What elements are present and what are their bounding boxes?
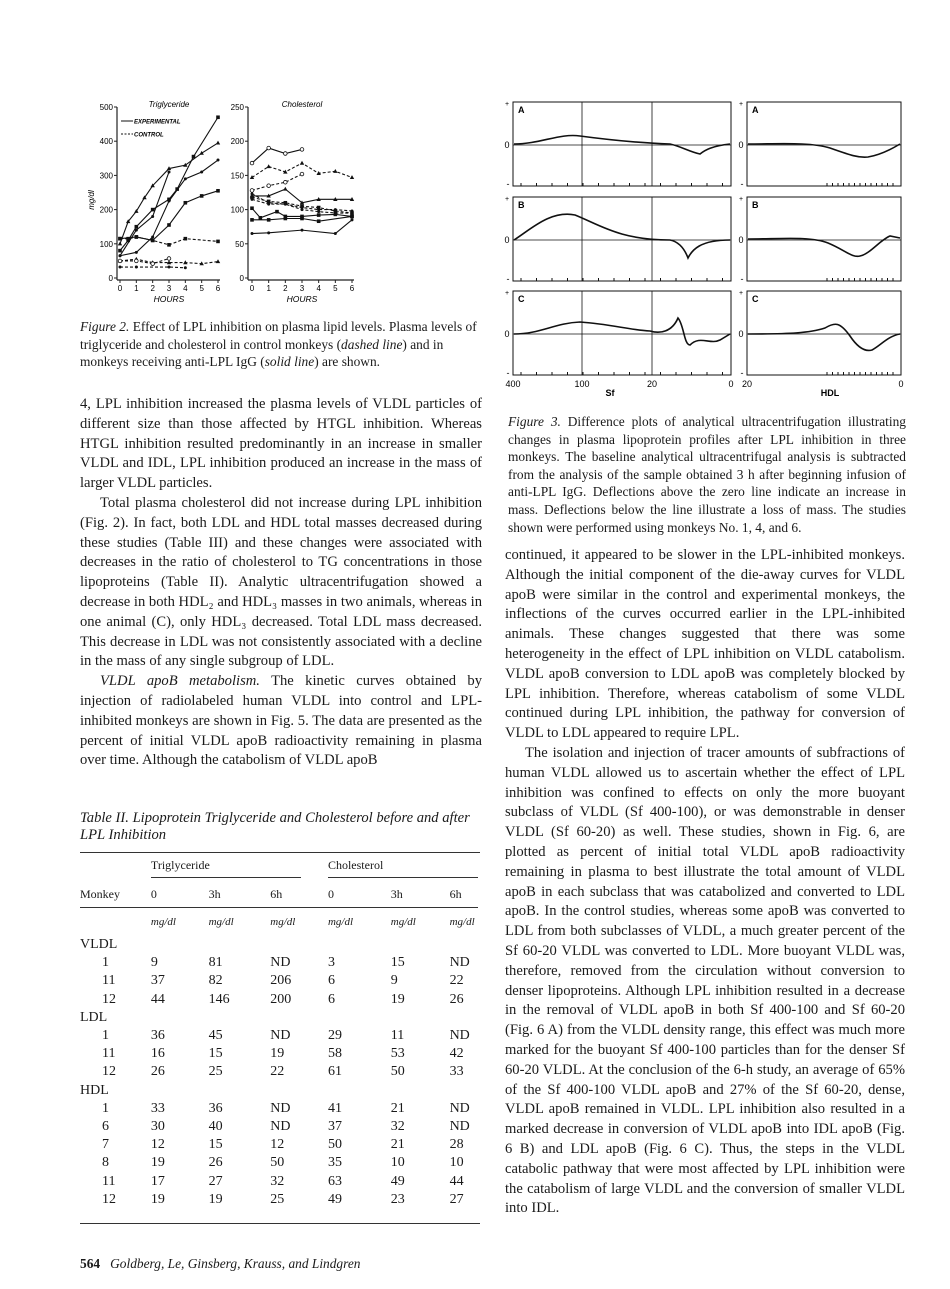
y-tick-label: 100: [230, 205, 244, 215]
table-row: [80, 1100, 478, 1118]
data-point: [300, 148, 304, 152]
x-tick-label: 1: [134, 284, 139, 293]
data-point: [266, 164, 270, 168]
y-tick-label: 200: [99, 205, 113, 215]
data-point: [250, 218, 254, 222]
difference-curve: [514, 214, 730, 258]
data-point: [168, 266, 171, 269]
panel-label: C: [518, 294, 525, 304]
data-point: [334, 232, 337, 235]
figure-3: [495, 95, 915, 405]
table-cell: 10: [390, 1155, 405, 1171]
y-tick-label: 400: [99, 137, 113, 147]
table-cell: 36: [208, 1100, 223, 1116]
table-cell: 15: [208, 1046, 223, 1062]
column-header: 0: [327, 886, 334, 901]
data-point: [151, 208, 155, 212]
data-point: [151, 215, 154, 218]
zero-label: 0: [738, 235, 744, 245]
table-cell: 12: [102, 991, 116, 1007]
minus-label: -: [506, 274, 510, 284]
table-cell: 146: [208, 991, 230, 1007]
data-point: [259, 216, 263, 220]
table-cell: 25: [270, 1191, 285, 1207]
table-cell: 50: [327, 1137, 342, 1153]
table-cell: 21: [390, 1137, 405, 1153]
minus-label: -: [506, 179, 510, 189]
panel-label: B: [518, 200, 525, 210]
data-point: [200, 170, 203, 173]
unit-cell: mg/dl: [208, 916, 234, 928]
y-tick-label: 100: [99, 239, 113, 249]
table-cell: 12: [270, 1137, 285, 1153]
x-tick-label: 6: [349, 284, 355, 293]
table-row: [80, 1136, 478, 1154]
table-cell: 11: [102, 1046, 116, 1062]
x-axis-label: HOURS: [153, 294, 185, 304]
y-tick-label: 200: [230, 137, 244, 147]
table-row: [80, 1191, 478, 1209]
zero-label: 0: [738, 140, 744, 150]
minus-label: -: [740, 274, 744, 284]
data-point: [216, 115, 220, 119]
difference-curve: [748, 144, 900, 158]
table-cell: 17: [150, 1173, 165, 1189]
data-point: [350, 175, 354, 179]
unit-cell: mg/dl: [390, 916, 416, 928]
y-tick-label: 500: [99, 103, 113, 112]
table-cell: 37: [327, 1118, 342, 1134]
zero-label: 0: [504, 235, 510, 245]
data-point: [168, 200, 171, 203]
left-column-text: [80, 395, 482, 771]
panel-label: A: [752, 105, 759, 115]
table-cell: ND: [270, 1100, 291, 1116]
table-body: [80, 853, 478, 1209]
page-number: 564: [80, 1256, 101, 1271]
table-2: [80, 810, 480, 1224]
table-cell: 23: [390, 1191, 405, 1207]
table-cell: 7: [102, 1137, 109, 1153]
column-header: 6h: [270, 886, 283, 901]
plus-label: +: [504, 101, 510, 108]
table-row: [80, 1027, 478, 1045]
y-tick-label: 0: [239, 274, 244, 283]
table-cell: 9: [390, 973, 398, 989]
series-line: [252, 148, 302, 163]
table-cell: 16: [150, 1046, 165, 1062]
table-cell: 44: [449, 1173, 464, 1189]
plus-label: +: [738, 290, 744, 297]
minus-label: -: [506, 368, 510, 378]
minus-label: -: [740, 179, 744, 189]
table-cell: 10: [449, 1155, 464, 1171]
table-cell: 44: [150, 991, 165, 1007]
table-cell: 27: [208, 1173, 223, 1189]
data-point: [251, 198, 254, 201]
data-point: [135, 225, 139, 229]
data-point: [216, 189, 220, 193]
data-point: [267, 218, 271, 222]
x-tick-label: 1: [266, 284, 271, 293]
data-point: [200, 194, 204, 198]
table-cell: ND: [449, 1100, 470, 1116]
x-tick-label: 0: [117, 284, 123, 293]
data-point: [184, 237, 188, 241]
section-label: LDL: [80, 1009, 108, 1025]
table-cell: 1: [102, 955, 109, 971]
data-point: [184, 266, 187, 269]
table-cell: 19: [390, 991, 405, 1007]
caption-label: Figure 2.: [80, 319, 130, 334]
unit-cell: [80, 908, 151, 937]
right-column-text: [505, 546, 905, 1219]
data-point: [284, 152, 288, 156]
sf-axis-label: Sf: [605, 388, 615, 398]
y-tick-label: 50: [235, 239, 244, 249]
x-tick-label: 5: [333, 284, 338, 293]
data-point: [135, 259, 139, 263]
table-cell: 11: [390, 1028, 405, 1044]
data-point: [119, 254, 122, 257]
figure-2: [60, 90, 380, 310]
table-cell: 8: [102, 1155, 109, 1171]
table-cell: 40: [208, 1118, 223, 1134]
hdl-tick-label: 20: [741, 379, 753, 389]
data-point: [135, 266, 138, 269]
data-point: [126, 237, 130, 241]
column-header: 3h: [390, 886, 403, 901]
table-cell: ND: [270, 1028, 291, 1044]
paragraph-text: The kinetic curves obtained by injection of radiolabeled human VLDL into control and LPL-inhibited monkeys are shown in Fig. 5. The data are presented as the percent of initial VLDL apoB radioactivity remaining in plasma over time. Although the catabolism of VLDL apoB: [80, 673, 483, 769]
data-point: [300, 161, 304, 165]
table-row: [80, 1118, 478, 1136]
data-point: [300, 204, 304, 208]
table-cell: ND: [449, 1028, 470, 1044]
data-point: [301, 208, 304, 211]
caption-italic: solid line: [264, 354, 315, 370]
column-header: 6h: [449, 886, 462, 901]
plus-label: +: [738, 196, 744, 203]
data-point: [167, 223, 171, 227]
y-tick-label: 0: [108, 274, 113, 283]
series-line: [120, 267, 185, 268]
x-tick-label: 6: [215, 284, 221, 293]
caption-text: ) are shown.: [314, 354, 381, 370]
y-tick-label: 250: [230, 103, 244, 112]
table-cell: 50: [390, 1064, 405, 1080]
table-cell: 26: [208, 1155, 223, 1171]
paragraph: continued, it appeared to be slower in the LPL-inhibited monkeys. Although the initial component of the die-away curves for VLDL apoB were similar in the control and experimental monkeys, the inflections of the curves occurred earlier in the LPL-inhibited animals. These changes suggested that there was some heterogeneity in the effect of LPL inhibition on VLDL catabolism. VLDL apoB conversion to LDL apoB was completely blocked by LPL inhibition. Therefore, whereas catabolism of some VLDL continued during LPL inhibition, the pathway for conversion of VLDL to LDL appeared to require LPL.: [505, 547, 905, 742]
data-point: [250, 161, 254, 165]
x-tick-label: 2: [150, 284, 155, 293]
legend-label: EXPERIMENTAL: [134, 119, 181, 126]
table-row: [80, 1063, 478, 1081]
table-cell: 33: [150, 1100, 165, 1116]
data-point: [284, 180, 288, 184]
table-cell: 37: [150, 973, 165, 989]
table-row: [80, 991, 478, 1009]
difference-curve: [514, 318, 730, 345]
x-tick-label: 5: [199, 284, 204, 293]
y-tick-label: 150: [230, 171, 244, 181]
caption-text: Difference plots of analytical ultracentrifugation illustrating changes in plasma lipoprotein profiles after LPL inhibition in three monkeys. The baseline analytical ultracentrifugal analysis is subtracted from the analysis of the sample obtained 3 h after beginning infusion of anti-LPL IgG. Deflections above the zero line indicate an increase in mass. Deflections below the line illustrate a loss of mass. The studies shown were performed using monkeys No. 1, 4, and 6.: [508, 414, 906, 535]
data-point: [350, 215, 354, 219]
table-cell: 15: [390, 955, 405, 971]
plot-panel: [513, 197, 731, 281]
zero-label: 0: [504, 140, 510, 150]
unit-cell: mg/dl: [449, 916, 475, 928]
table-cell: 12: [150, 1137, 165, 1153]
data-point: [184, 201, 188, 205]
section-heading: VLDL apoB metabolism.: [100, 673, 260, 690]
hdl-tick-label: 0: [898, 379, 904, 389]
data-point: [284, 203, 287, 206]
table-cell: 11: [102, 973, 116, 989]
data-point: [251, 232, 254, 235]
data-point: [135, 235, 139, 239]
table-cell: 19: [150, 1155, 165, 1171]
table-row: [80, 972, 478, 990]
table-cell: 11: [102, 1173, 116, 1189]
table-cell: 6: [327, 973, 335, 989]
table-cell: ND: [270, 955, 291, 971]
paragraph: 4, LPL inhibition increased the plasma levels of VLDL particles of different size than those affected by HTGL inhibition. Whereas HTGL inhibition resulted predominantly in an increase in smaller VLDL and IDL, LPL inhibition produced an increase in the mass of larger VLDL particles.: [80, 396, 482, 492]
sf-tick-label: 0: [728, 379, 734, 389]
table-cell: 50: [270, 1155, 285, 1171]
table-cell: 42: [449, 1046, 464, 1062]
chart-title: Triglyceride: [148, 100, 190, 109]
column-header: Monkey: [80, 886, 120, 901]
table-cell: 27: [449, 1191, 464, 1207]
table-cell: 36: [150, 1028, 165, 1044]
series-line: [120, 160, 218, 256]
data-point: [267, 146, 271, 150]
table-cell: 32: [390, 1118, 405, 1134]
table-cell: 6: [327, 991, 335, 1007]
data-point: [250, 175, 254, 179]
table-cell: 26: [150, 1064, 165, 1080]
data-point: [351, 218, 354, 221]
unit-cell: mg/dl: [270, 916, 296, 928]
data-point: [118, 242, 122, 246]
data-point: [216, 240, 220, 244]
plot-panel: [747, 291, 901, 375]
table-title: Table II. Lipoprotein Triglyceride and Cholesterol before and after LPL Inhibition: [80, 810, 470, 843]
data-point: [167, 257, 171, 261]
group-header-triglyceride: Triglyceride: [151, 858, 301, 878]
data-point: [135, 229, 138, 232]
data-point: [135, 251, 138, 254]
data-point: [317, 219, 321, 223]
data-point: [119, 266, 122, 269]
data-point: [267, 231, 270, 234]
table-cell: 41: [327, 1100, 342, 1116]
legend-label: CONTROL: [134, 132, 164, 139]
section-label: HDL: [80, 1082, 109, 1098]
unit-cell: mg/dl: [150, 916, 176, 928]
chart-title: Cholesterol: [281, 100, 323, 109]
x-tick-label: 2: [283, 284, 288, 293]
data-point: [168, 170, 171, 173]
table-cell: 19: [270, 1046, 285, 1062]
panel-label: A: [518, 105, 525, 115]
table-cell: 33: [449, 1064, 464, 1080]
table-cell: ND: [270, 1118, 291, 1134]
table-cell: 82: [208, 973, 223, 989]
table-cell: 21: [390, 1100, 405, 1116]
table-cell: 81: [208, 955, 223, 971]
table-cell: 29: [327, 1028, 342, 1044]
table-cell: 49: [390, 1173, 405, 1189]
x-tick-label: 3: [166, 284, 172, 293]
data-point: [151, 235, 154, 238]
table-cell: 12: [102, 1191, 116, 1207]
table-cell: ND: [449, 955, 470, 971]
data-point: [118, 237, 122, 241]
caption-text: Effect of LPL inhibition on plasma lipid levels. Plasma levels of triglyceride and cholesterol in control monkeys (: [80, 319, 477, 352]
data-point: [317, 206, 321, 210]
data-point: [334, 212, 337, 215]
y-axis-label: mg/dl: [87, 190, 96, 210]
x-axis-label: HOURS: [286, 294, 318, 304]
table-cell: 30: [150, 1118, 165, 1134]
figure-3-caption: [508, 413, 906, 536]
table-cell: 12: [102, 1064, 116, 1080]
caption-text: ) and in monkeys receiving anti-LPL IgG (: [80, 336, 444, 370]
plot-panel: [513, 102, 731, 186]
caption-label: Figure 3.: [508, 414, 561, 429]
panel-label: B: [752, 200, 759, 210]
unit-cell: mg/dl: [327, 916, 354, 928]
data-point: [250, 189, 254, 193]
data-point: [317, 213, 321, 217]
data-point: [216, 141, 220, 145]
table-cell: 1: [102, 1028, 109, 1044]
difference-curve: [748, 324, 900, 350]
table-cell: 25: [208, 1064, 223, 1080]
data-point: [283, 187, 287, 191]
table-cell: 45: [208, 1028, 223, 1044]
table-cell: 53: [390, 1046, 405, 1062]
page-footer: [80, 1256, 360, 1272]
table-cell: 19: [150, 1191, 165, 1207]
data-point: [251, 192, 254, 195]
table-cell: 22: [270, 1064, 285, 1080]
x-tick-label: 4: [316, 284, 321, 293]
caption-italic: dashed line: [341, 336, 403, 352]
data-point: [317, 210, 320, 213]
data-point: [250, 206, 254, 210]
data-point: [118, 259, 122, 263]
table-row: [80, 1045, 478, 1063]
x-tick-label: 4: [183, 284, 188, 293]
table-cell: 200: [270, 991, 292, 1007]
data-point: [151, 262, 155, 266]
table-cell: 26: [449, 991, 464, 1007]
table-cell: 1: [102, 1100, 109, 1116]
data-point: [118, 249, 122, 253]
data-point: [267, 203, 270, 206]
data-point: [267, 184, 271, 188]
difference-curve: [748, 236, 900, 256]
table-cell: ND: [449, 1118, 470, 1134]
table-cell: 206: [270, 973, 292, 989]
table-cell: 15: [208, 1137, 223, 1153]
sf-tick-label: 100: [574, 379, 590, 389]
zero-label: 0: [504, 329, 510, 339]
footer-authors: Goldberg, Le, Ginsberg, Krauss, and Lindgren: [110, 1256, 361, 1271]
minus-label: -: [740, 368, 744, 378]
paragraph: The isolation and injection of tracer amounts of subfractions of human VLDL allowed us to ascertain whether the effect of LPL inhibition was confined to effects on only the more buoyant subclass of VLDL (Sf 400-100), or was demonstrable in denser VLDL (Sf 60-20) as well. These studies, shown in Fig. 6, are plotted as percent of initial total VLDL apoB radioactivity remaining in plasma to best illustrate the total amount of VLDL apoB in each subclass that was catabolized and converted to LDL apoB. In the control studies, whereas some apoB was converted to LDL from both subclasses of VLDL, a much greater percent of the Sf 60-20 VLDL was converted to LDL. More buoyant VLDL was, therefore, removed from the circulation without conversion to denser lipoproteins. Although LPL inhibition resulted in a decrease in the removal of VLDL apoB in both Sf 400-100 and Sf 60-20 (Fig. 6 A) from the VLDL density range, this effect was much more marked for the buoyant Sf 400-100 particles than for the denser Sf 60-20 VLDL. At the conclusion of the 6-h study, an average of 65% of the Sf 400-100 VLDL apoB and 27% of the Sf 60-20, dense, VLDL apoB remained in VLDL. LPL inhibition also resulted in a marked decrease in conversion of VLDL apoB into IDL apoB (Fig. 6 B) and LDL apoB (Fig. 6 C). Thus, the steps in the VLDL catabolic pathway that were most affected by LPL inhibition were the catabolism of large VLDL and the conversion of smaller VLDL into IDL.: [505, 744, 905, 1217]
table-cell: 3: [327, 955, 335, 971]
data-point: [184, 177, 187, 180]
plot-panel: [513, 291, 731, 375]
sf-tick-label: 400: [505, 379, 521, 389]
x-tick-label: 3: [299, 284, 305, 293]
hdl-axis-label: HDL: [820, 388, 840, 398]
table-cell: 6: [102, 1118, 109, 1134]
figure-2-caption: [80, 318, 482, 371]
column-header: 0: [150, 886, 157, 901]
data-point: [217, 159, 220, 162]
data-point: [275, 210, 279, 214]
table-cell: 35: [327, 1155, 342, 1171]
data-point: [300, 172, 304, 176]
table-row: [80, 1154, 478, 1172]
data-point: [300, 217, 304, 221]
x-tick-label: 0: [249, 284, 255, 293]
table-cell: 19: [208, 1191, 223, 1207]
sf-tick-label: 20: [646, 379, 658, 389]
plus-label: +: [504, 290, 510, 297]
table-cell: 49: [327, 1191, 342, 1207]
column-header: 3h: [208, 886, 221, 901]
plus-label: +: [504, 196, 510, 203]
data-point: [351, 212, 354, 215]
table-cell: 9: [150, 955, 158, 971]
panel-label: C: [752, 294, 759, 304]
data-point: [284, 217, 288, 221]
data-point: [151, 239, 155, 243]
section-label: VLDL: [80, 937, 118, 953]
plus-label: +: [738, 101, 744, 108]
table-cell: 22: [449, 973, 464, 989]
table-cell: 58: [327, 1046, 342, 1062]
table-cell: 63: [327, 1173, 342, 1189]
series-line: [252, 174, 302, 190]
data-point: [301, 229, 304, 232]
table-cell: 61: [327, 1064, 342, 1080]
table-row: [80, 954, 478, 972]
table-cell: 28: [449, 1137, 464, 1153]
paragraph: [80, 672, 482, 771]
table-cell: 32: [270, 1173, 285, 1189]
zero-label: 0: [738, 329, 744, 339]
paragraph: Total plasma cholesterol did not increase during LPL inhibition (Fig. 2). In fact, both LDL and HDL total masses decreased during these studies (Table III) and these changes were associated with decreases in the ratio of cholesterol to TG concentrations in those lipoproteins (Table II). Analytic ultracentrifugation showed a decrease in both HDL₂ and HDL₃ masses in two animals, whereas in one animal (C), only HDL₃ decreased. Total LDL mass decreased. This decrease in LDL was not consistently associated with a decline in the mass of any single subgroup of LDL.: [80, 494, 482, 670]
y-tick-label: 300: [99, 171, 113, 181]
group-header-cholesterol: Cholesterol: [328, 858, 478, 878]
data-point: [167, 243, 171, 247]
table-row: [80, 1172, 478, 1190]
